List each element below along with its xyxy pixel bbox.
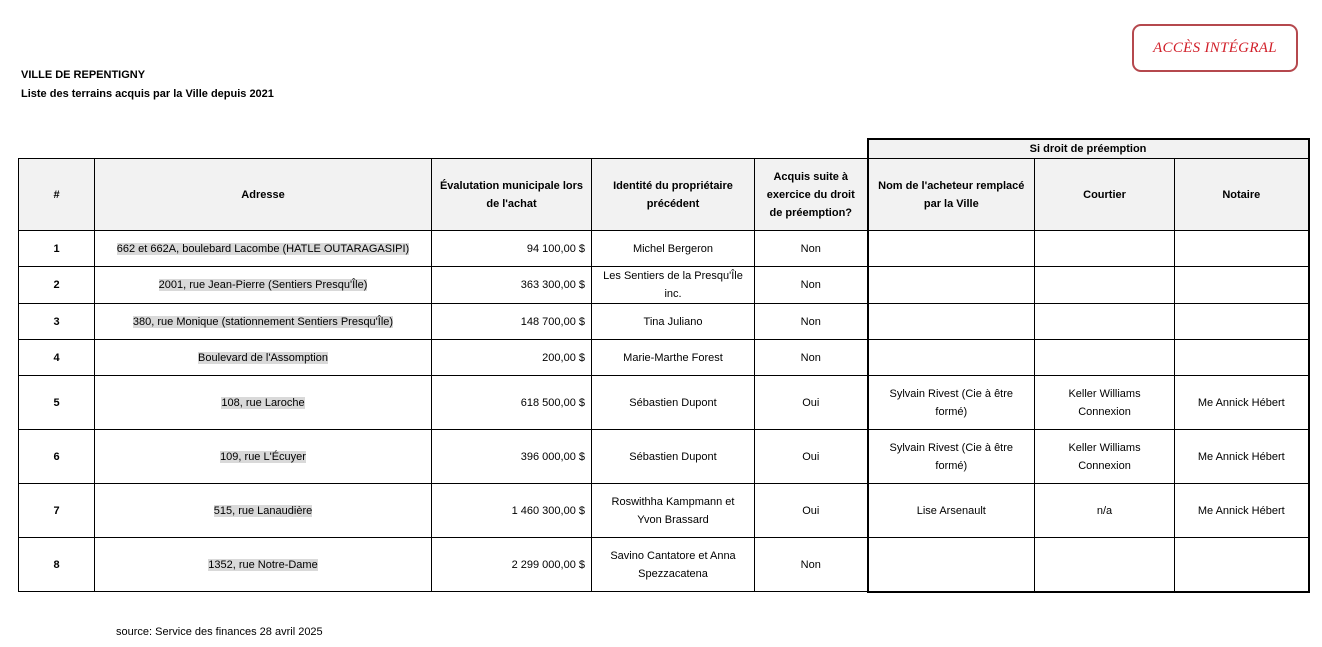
col-header-previous-owner: Identité du propriétaire précédent bbox=[592, 159, 755, 231]
preemption-cell: Non bbox=[755, 340, 868, 376]
row-number: 8 bbox=[19, 538, 95, 592]
col-header-valuation: Évalutation municipale lors de l'achat bbox=[432, 159, 592, 231]
preemption-cell: Non bbox=[755, 267, 868, 304]
address-text: Boulevard de l'Assomption bbox=[198, 351, 328, 364]
address-cell bbox=[95, 304, 432, 340]
col-header-number: # bbox=[19, 159, 95, 231]
buyer-cell: Sylvain Rivest (Cie à être formé) bbox=[868, 430, 1035, 484]
valuation-cell: 396 000,00 $ bbox=[432, 430, 592, 484]
buyer-cell: Sylvain Rivest (Cie à être formé) bbox=[868, 376, 1035, 430]
valuation-cell: 148 700,00 $ bbox=[432, 304, 592, 340]
row-number: 7 bbox=[19, 484, 95, 538]
valuation-cell: 94 100,00 $ bbox=[432, 231, 592, 267]
valuation-cell: 618 500,00 $ bbox=[432, 376, 592, 430]
notary-cell: Me Annick Hébert bbox=[1175, 376, 1309, 430]
address-cell bbox=[95, 340, 432, 376]
row-number: 5 bbox=[19, 376, 95, 430]
address-text: 109, rue L'Écuyer bbox=[220, 450, 306, 463]
row-number: 1 bbox=[19, 231, 95, 267]
preemption-cell: Oui bbox=[755, 376, 868, 430]
broker-cell bbox=[1035, 340, 1175, 376]
address-cell bbox=[95, 484, 432, 538]
owner-cell: Roswithha Kampmann et Yvon Brassard bbox=[592, 484, 755, 538]
source-note: source: Service des finances 28 avril 2025 bbox=[116, 626, 323, 638]
row-number: 4 bbox=[19, 340, 95, 376]
preemption-group-header: Si droit de préemption bbox=[868, 139, 1309, 159]
buyer-cell: Lise Arsenault bbox=[868, 484, 1035, 538]
table-row bbox=[19, 231, 1309, 267]
table-row bbox=[19, 340, 1309, 376]
buyer-cell bbox=[868, 231, 1035, 267]
preemption-cell: Non bbox=[755, 231, 868, 267]
owner-cell: Michel Bergeron bbox=[592, 231, 755, 267]
col-header-broker: Courtier bbox=[1035, 159, 1175, 231]
owner-cell: Sébastien Dupont bbox=[592, 430, 755, 484]
address-cell bbox=[95, 267, 432, 304]
buyer-cell bbox=[868, 340, 1035, 376]
notary-cell: Me Annick Hébert bbox=[1175, 430, 1309, 484]
access-stamp: ACCÈS INTÉGRAL bbox=[1132, 24, 1298, 72]
organization-name: VILLE DE REPENTIGNY bbox=[21, 69, 146, 81]
broker-cell bbox=[1035, 267, 1175, 304]
address-text: 1352, rue Notre-Dame bbox=[208, 558, 318, 571]
notary-cell bbox=[1175, 340, 1309, 376]
table-row bbox=[19, 538, 1309, 592]
buyer-cell bbox=[868, 304, 1035, 340]
row-number: 3 bbox=[19, 304, 95, 340]
address-cell bbox=[95, 231, 432, 267]
address-text: 662 et 662A, boulebard Lacombe (HATLE OUTARAGASIPI) bbox=[116, 242, 410, 255]
notary-cell: Me Annick Hébert bbox=[1175, 484, 1309, 538]
address-text: 380, rue Monique (stationnement Sentiers Presqu'Île) bbox=[132, 315, 394, 328]
broker-cell: Keller Williams Connexion bbox=[1035, 376, 1175, 430]
buyer-cell bbox=[868, 267, 1035, 304]
table-row bbox=[19, 304, 1309, 340]
valuation-cell: 363 300,00 $ bbox=[432, 267, 592, 304]
preemption-cell: Non bbox=[755, 304, 868, 340]
buyer-cell bbox=[868, 538, 1035, 592]
address-cell bbox=[95, 376, 432, 430]
owner-cell: Sébastien Dupont bbox=[592, 376, 755, 430]
col-header-buyer: Nom de l'acheteur remplacé par la Ville bbox=[868, 159, 1035, 231]
valuation-cell: 1 460 300,00 $ bbox=[432, 484, 592, 538]
preemption-cell: Oui bbox=[755, 484, 868, 538]
broker-cell bbox=[1035, 304, 1175, 340]
col-header-preemption: Acquis suite à exercice du droit de préemption? bbox=[755, 159, 868, 231]
row-number: 6 bbox=[19, 430, 95, 484]
col-header-address: Adresse bbox=[95, 159, 432, 231]
address-text: 2001, rue Jean-Pierre (Sentiers Presqu'Île) bbox=[158, 279, 368, 291]
preemption-cell: Oui bbox=[755, 430, 868, 484]
broker-cell: Keller Williams Connexion bbox=[1035, 430, 1175, 484]
address-cell bbox=[95, 430, 432, 484]
table-row bbox=[19, 267, 1309, 304]
notary-cell bbox=[1175, 538, 1309, 592]
col-header-notary: Notaire bbox=[1175, 159, 1309, 231]
owner-cell: Les Sentiers de la Presqu'Île inc. bbox=[592, 267, 755, 304]
table-row bbox=[19, 484, 1309, 538]
row-number: 2 bbox=[19, 267, 95, 304]
land-acquisitions-table bbox=[18, 138, 1310, 593]
preemption-cell: Non bbox=[755, 538, 868, 592]
table-row bbox=[19, 376, 1309, 430]
document-subtitle: Liste des terrains acquis par la Ville depuis 2021 bbox=[21, 88, 274, 100]
group-header-row bbox=[19, 139, 1309, 159]
notary-cell bbox=[1175, 267, 1309, 304]
table-row bbox=[19, 430, 1309, 484]
owner-cell: Savino Cantatore et Anna Spezzacatena bbox=[592, 538, 755, 592]
broker-cell: n/a bbox=[1035, 484, 1175, 538]
broker-cell bbox=[1035, 231, 1175, 267]
broker-cell bbox=[1035, 538, 1175, 592]
column-header-row bbox=[19, 159, 1309, 231]
address-text: 515, rue Lanaudière bbox=[213, 504, 313, 517]
notary-cell bbox=[1175, 231, 1309, 267]
owner-cell: Marie-Marthe Forest bbox=[592, 340, 755, 376]
address-cell bbox=[95, 538, 432, 592]
owner-cell: Tina Juliano bbox=[592, 304, 755, 340]
valuation-cell: 2 299 000,00 $ bbox=[432, 538, 592, 592]
address-text: 108, rue Laroche bbox=[221, 396, 305, 409]
valuation-cell: 200,00 $ bbox=[432, 340, 592, 376]
notary-cell bbox=[1175, 304, 1309, 340]
